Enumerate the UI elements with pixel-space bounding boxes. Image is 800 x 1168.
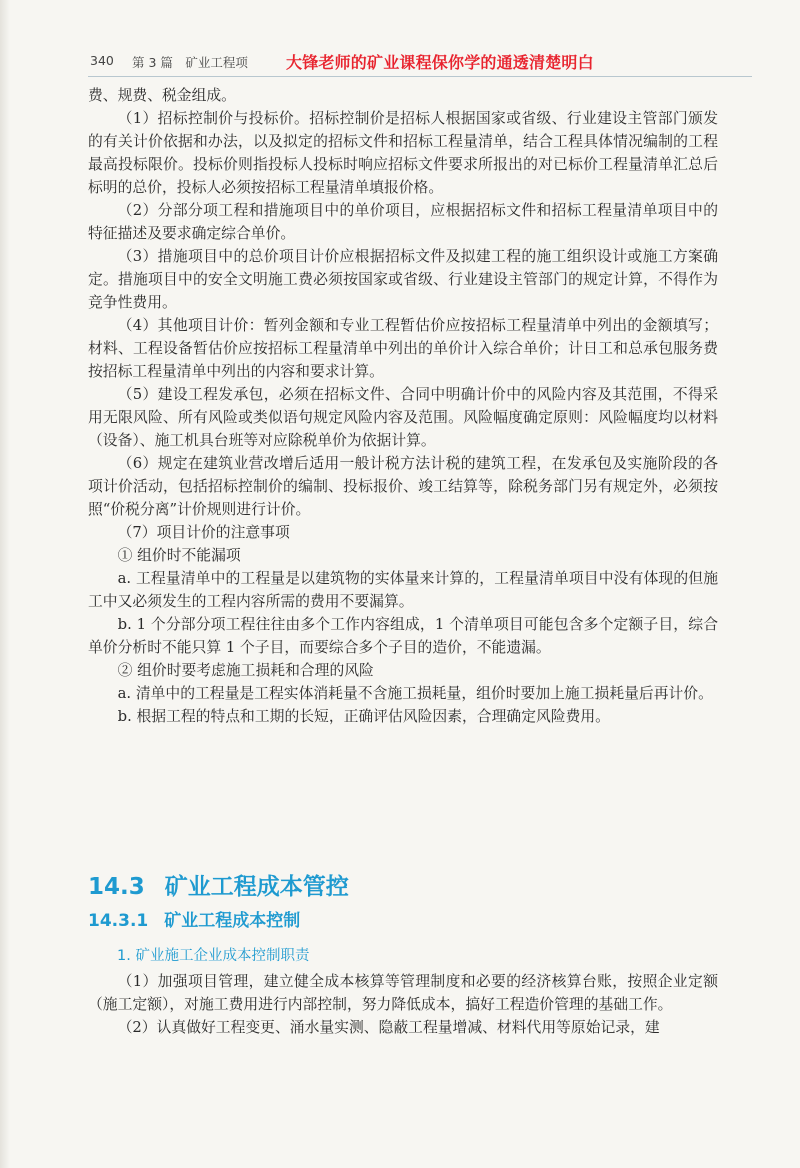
paragraph: （4）其他项目计价：暂列金额和专业工程暂估价应按招标工程量清单中列出的金额填写；材料、工程设备暂估价应按招标工程量清单中列出的单价计入综合单价；计日工和总承包服务费按招标工程量清单中列出的内容和要求计算。 [88,317,718,380]
paragraph: （5）建设工程发承包，必须在招标文件、合同中明确计价中的风险内容及其范围，不得采用无限风险、所有风险或类似语句规定风险内容及范围。风险幅度确定原则：风险幅度均以材料（设备）、施工机具台班等对应除税单价为依据计算。 [88,386,718,449]
part-title: 第 3 篇 矿业工程项 [132,55,248,70]
paragraph: （7）项目计价的注意事项 [117,524,290,541]
page-number: 340 [90,53,114,68]
running-header [88,50,748,72]
paragraph: ② 组价时要考虑施工损耗和合理的风险 [117,662,374,679]
paragraph: b. 1 个分部分项工程往往由多个工作内容组成，1 个清单项目可能包含多个定额子目，综合单价分析时不能只算 1 个子目，而要综合多个子目的造价，不能遗漏。 [88,616,718,656]
paragraph: （1）招标控制价与投标价。招标控制价是招标人根据国家或省级、行业建设主管部门颁发的有关计价依据和办法，以及拟定的招标文件和招标工程量清单，结合工程具体情况编制的工程最高投标限价。投标价则指投标人投标时响应招标文件要求所报出的对已标价工程量清单汇总后标明的总价，投标人必须按招标工程量清单填报价格。 [88,110,718,196]
paragraph: （2）分部分项工程和措施项目中的单价项目，应根据招标文件和招标工程量清单项目中的特征描述及要求确定综合单价。 [88,202,718,242]
header-divider [88,76,752,77]
watermark-text: 大锋老师的矿业课程保你学的通透清楚明白 [286,53,594,72]
paragraph: （6）规定在建筑业营改增后适用一般计税方法计税的建筑工程，在发承包及实施阶段的各项计价活动，包括招标控制价的编制、投标报价、竣工结算等，除税务部门另有规定外，必须按照“价税分离”计价规则进行计价。 [88,455,718,518]
paragraph: a. 工程量清单中的工程量是以建筑物的实体量来计算的，工程量清单项目中没有体现的但施工中又必须发生的工程内容所需的费用不要漏算。 [88,570,718,610]
subsection-number: 14.3.1 [88,911,149,931]
paragraph: b. 根据工程的特点和工期的长短，正确评估风险因素，合理确定风险费用。 [117,708,610,725]
body-text [88,84,718,728]
paragraph: （1）加强项目管理，建立健全成本核算等管理制度和必要的经济核算台账，按照企业定额（施工定额），对施工费用进行内部控制，努力降低成本，搞好工程造价管理的基础工作。 [88,973,718,1013]
paragraph: 费、规费、税金组成。 [88,87,236,104]
section-heading [88,868,349,901]
paragraph: （2）认真做好工程变更、涌水量实测、隐蔽工程量增减、材料代用等原始记录，建 [117,1019,660,1036]
section-number: 14.3 [88,874,145,900]
subheading: 1. 矿业施工企业成本控制职责 [117,948,310,964]
paragraph: ① 组价时不能漏项 [117,547,241,564]
paragraph: （3）措施项目中的总价项目计价应根据招标文件及拟建工程的施工组织设计或施工方案确定。措施项目中的安全文明施工费必须按国家或省级、行业建设主管部门的规定计算，不得作为竞争性费用。 [88,248,718,311]
subsection-heading [88,906,300,931]
paragraph: a. 清单中的工程量是工程实体消耗量不含施工损耗量，组价时要加上施工损耗量后再计价。 [117,685,713,702]
subsection-title: 矿业工程成本控制 [164,911,301,931]
body-text-2 [88,970,718,1039]
section-title: 矿业工程成本管控 [164,874,349,900]
page-spine-shadow [0,0,10,1168]
